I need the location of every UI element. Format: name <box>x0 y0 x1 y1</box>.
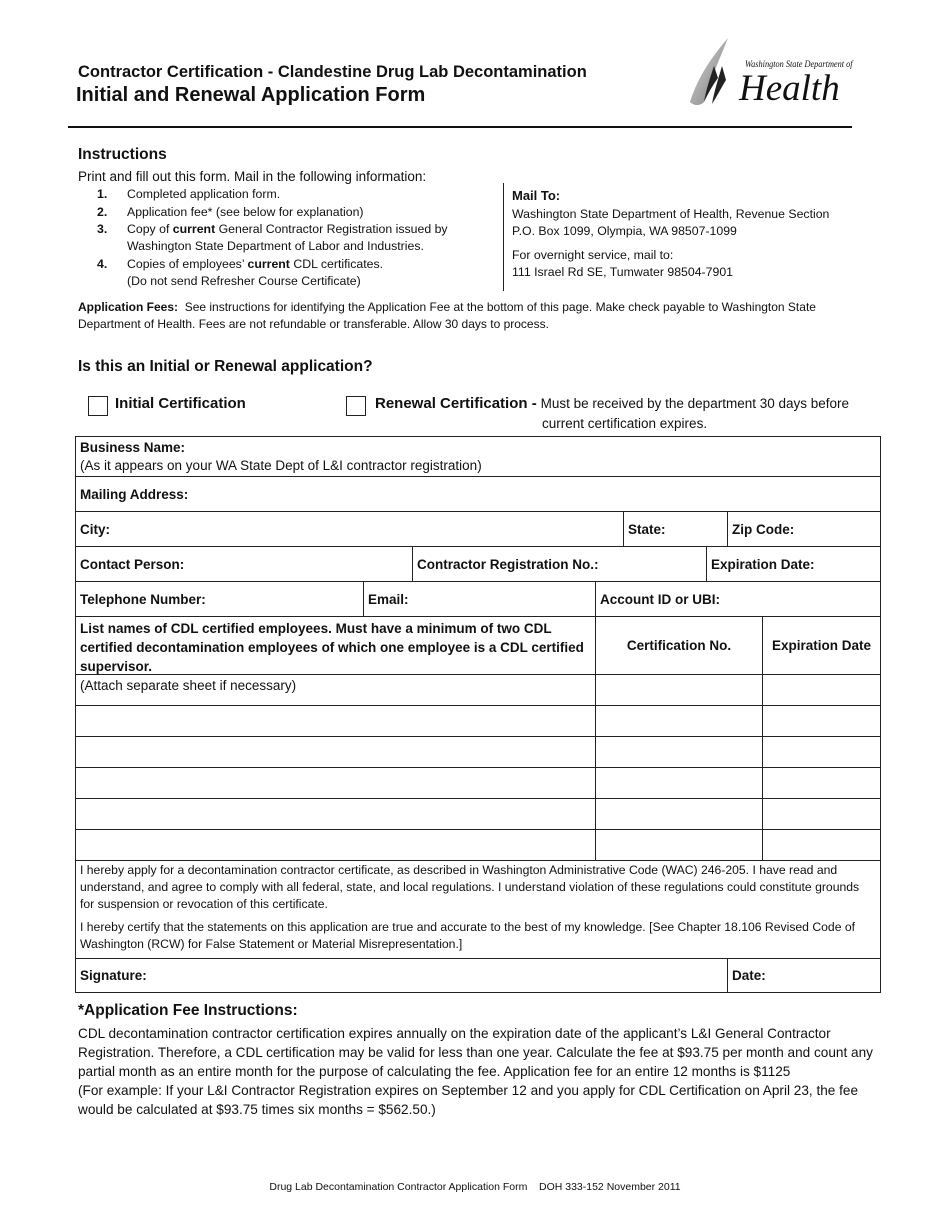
page-footer: Drug Lab Decontamination Contractor Application Form DOH 333-152 November 2011 <box>269 1181 681 1193</box>
table-row <box>76 706 880 737</box>
doh-logo <box>684 36 856 112</box>
business-name-field[interactable]: Business Name: (As it appears on your WA State Dept of L&I contractor registration) <box>80 440 482 473</box>
fee-instructions-text: CDL decontamination contractor certification expires annually on the expiration date of the applicant’s L&I General Contractor Registration. Therefore, a CDL certification may be valid for less than one year. Calculate the fee at $93.75 per month and count any partial month as an entire month for the purpose of calculating the fee. Application fee for an entire 12 months is $1125 (For example: If your L&I Contractor Registration expires on September 12 and you apply for CDL Certification on April 23, the fee would be calculated at $93.75 times six months = $562.50.) <box>78 1026 873 1117</box>
employee-name-cell[interactable] <box>76 737 595 767</box>
employee-name-cell[interactable] <box>76 706 595 736</box>
expiration-date-cell[interactable] <box>762 768 880 798</box>
employee-name-cell[interactable] <box>76 799 595 829</box>
list-item: 3. Copy of current General Contractor Registration issued by Washington State Department of Labor and Industries. <box>97 222 448 253</box>
overnight-line2: 111 Israel Rd SE, Tumwater 98504-7901 <box>512 264 734 279</box>
business-name-row <box>76 437 880 477</box>
list-item: 4. Copies of employees’ current CDL certificates. (Do not send Refresher Course Certificate) <box>97 257 384 288</box>
table-row <box>76 768 880 799</box>
telephone-row <box>76 582 880 617</box>
expiration-date-cell[interactable] <box>762 675 880 705</box>
application-fees: Application Fees: See instructions for identifying the Application Fee at the bottom of this page. Make check payable to Washington State Department of Health. Fees are not refundable or transferable. Allow 30 days to process. <box>78 300 816 331</box>
mail-to-block <box>512 187 872 280</box>
renewal-note-line2: current certification expires. <box>542 416 708 431</box>
telephone-field[interactable]: Telephone Number: <box>80 591 206 607</box>
declaration-row <box>76 861 880 959</box>
app-type-question: Is this an Initial or Renewal application? <box>78 358 373 375</box>
signature-field[interactable]: Signature: <box>80 968 147 983</box>
expiration-date-cell[interactable] <box>762 737 880 767</box>
expiration-date-cell[interactable] <box>762 799 880 829</box>
employees-header-row <box>76 617 880 693</box>
mail-to-heading: Mail To: <box>512 188 561 203</box>
certification-no-cell[interactable] <box>595 737 762 767</box>
employee-name-cell[interactable] <box>76 830 595 860</box>
signature-row <box>76 959 880 992</box>
list-item: 1. Completed application form. <box>97 187 281 201</box>
expiration-date-cell[interactable] <box>762 830 880 860</box>
instructions-intro: Print and fill out this form. Mail in the following information: <box>78 169 427 184</box>
zip-code-field[interactable]: Zip Code: <box>727 512 880 546</box>
form-title-line2: Initial and Renewal Application Form <box>76 84 426 106</box>
certification-no-cell[interactable] <box>595 799 762 829</box>
application-form-table <box>75 436 881 993</box>
table-row <box>76 799 880 830</box>
renewal-certification-label: Renewal Certification - Must be received by the department 30 days before <box>375 395 850 412</box>
declaration-text: I hereby apply for a decontamination contractor certificate, as described in Washington Administrative Code (WAC) 246-205. I have read and understand, and agree to comply with all federal, state, and local regulations. I understand violation of these regulations could constitute grounds for suspension or revocation of this certificate. I hereby certify that the statements on this application are true and accurate to the best of my knowledge. [See Chapter 18.106 Revised Code of Washington (RCW) for False Statement or Material Misrepresentation.] <box>80 863 860 951</box>
instructions-heading: Instructions <box>78 146 167 163</box>
header-rule <box>68 126 852 128</box>
expiration-date-header: Expiration Date <box>762 617 880 674</box>
certification-no-cell[interactable] <box>595 675 762 705</box>
certification-no-cell[interactable] <box>595 706 762 736</box>
logo-small-text: Washington State Department of <box>745 59 853 69</box>
initial-certification-label: Initial Certification <box>115 395 246 412</box>
contact-person-field[interactable]: Contact Person: <box>80 556 185 572</box>
table-row <box>76 830 880 861</box>
mailing-address-row <box>76 477 880 512</box>
expiration-date-field[interactable]: Expiration Date: <box>706 547 880 581</box>
state-field[interactable]: State: <box>623 512 727 546</box>
email-field[interactable]: Email: <box>363 582 595 616</box>
instructions-divider <box>503 183 504 291</box>
certification-no-cell[interactable] <box>595 830 762 860</box>
instructions-list <box>95 186 495 290</box>
city-field[interactable]: City: <box>80 521 110 537</box>
account-id-field[interactable]: Account ID or UBI: <box>595 582 880 616</box>
initial-certification-checkbox[interactable] <box>88 396 108 416</box>
expiration-date-cell[interactable] <box>762 706 880 736</box>
fee-instructions-heading: *Application Fee Instructions: <box>78 1002 298 1019</box>
renewal-certification-checkbox[interactable] <box>346 396 366 416</box>
logo-health-text: Health <box>739 68 840 109</box>
employees-instructions: List names of CDL certified employees. Must have a minimum of two CDL certified decontamination employees of which one employee is a CDL certified supervisor. (Attach separate sheet if necessary) <box>80 621 584 693</box>
signature-date-field[interactable]: Date: <box>727 959 880 992</box>
city-row <box>76 512 880 547</box>
mail-line1: Washington State Department of Health, Revenue Section <box>512 207 830 221</box>
table-row <box>76 737 880 768</box>
table-row <box>76 675 880 706</box>
contact-row <box>76 547 880 582</box>
mailing-address-field[interactable]: Mailing Address: <box>80 486 189 502</box>
certification-no-cell[interactable] <box>595 768 762 798</box>
list-item: 2. Application fee* (see below for explanation) <box>97 204 364 219</box>
employee-name-cell[interactable] <box>76 768 595 798</box>
mail-line2: P.O. Box 1099, Olympia, WA 98507-1099 <box>512 223 737 238</box>
overnight-line1: For overnight service, mail to: <box>512 248 674 262</box>
form-title-line1: Contractor Certification - Clandestine Drug Lab Decontamination <box>78 63 587 81</box>
contractor-registration-field[interactable]: Contractor Registration No.: <box>412 547 706 581</box>
employee-name-cell[interactable] <box>76 675 595 705</box>
certification-no-header: Certification No. <box>595 617 762 674</box>
